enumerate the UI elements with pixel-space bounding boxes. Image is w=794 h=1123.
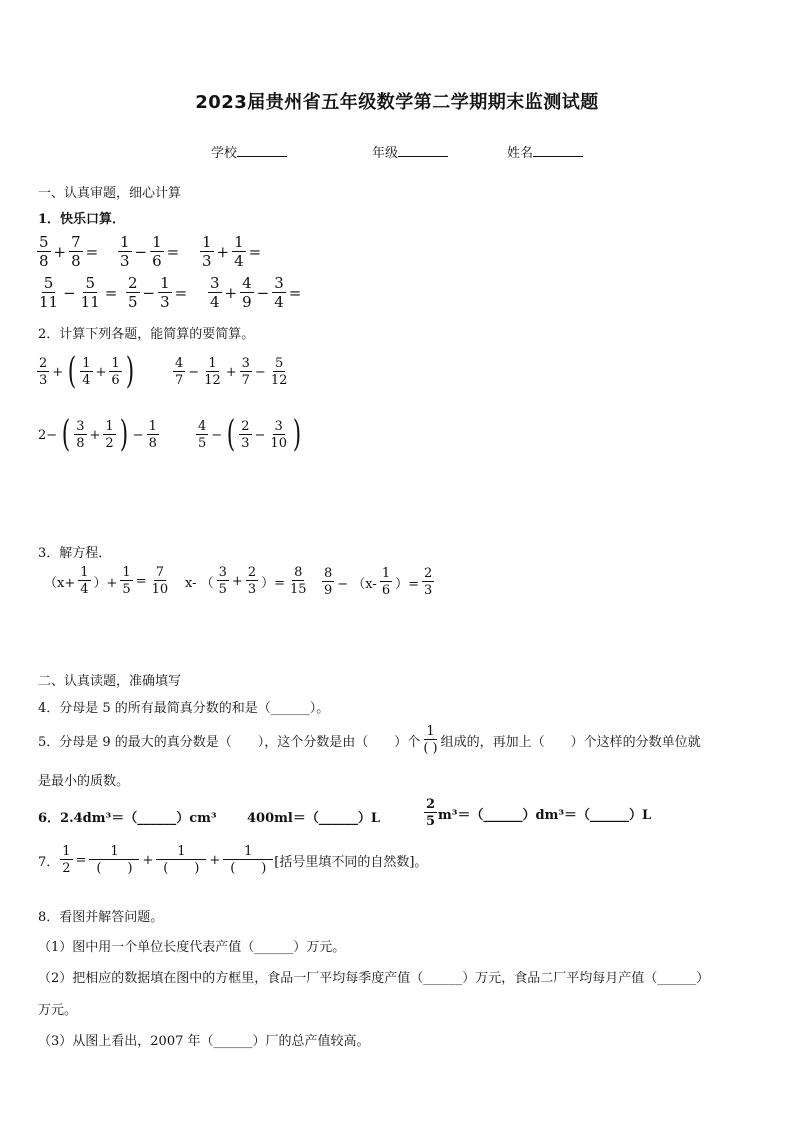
q1-label: 1．快乐口算．	[38, 212, 126, 227]
name-field[interactable]	[507, 142, 583, 161]
q1-expr-1: $\frac{5}{8}$ + $\frac{7}{8}$ =	[39, 233, 99, 270]
q1-expr-2: $\frac{1}{3}$ − $\frac{1}{6}$ =	[120, 233, 180, 270]
q3-eq-1: （x+ $\frac{1}{4}$ ）+ $\frac{1}{5}$ = $\frac{7}{10}$	[44, 565, 169, 597]
q2-label: 2．计算下列各题，能简算的要简算。	[38, 327, 255, 342]
q4-text: 4．分母是 5 的所有最简真分数的和是（______）。	[38, 701, 330, 716]
q6-part-2: 400ml＝（______）L	[247, 811, 380, 826]
q8-sub-3: （3）从图上看出，2007 年（______）厂的总产值较高。	[38, 1034, 370, 1049]
q8-sub-1: （1）图中用一个单位长度代表产值（______）万元。	[38, 940, 346, 955]
q5-part-2: 组成的，再加上（ ）个这样的分数单位就	[440, 734, 701, 750]
school-field[interactable]	[211, 142, 287, 161]
section-2-heading: 二、认真读题，准确填写	[38, 674, 182, 689]
q1-expr-6: $\frac{3}{4}$ + $\frac{4}{9}$ − $\frac{3}{4}$ =	[210, 274, 302, 311]
name-blank[interactable]	[533, 144, 583, 157]
q7-tail: [括号里填不同的自然数]。	[274, 854, 428, 870]
grade-field[interactable]	[372, 142, 448, 161]
name-label: 姓名	[507, 146, 534, 161]
q7-line: 7． $\frac{1}{2}$ = $\frac{1}{( )}$ + $\frac{1}{( )}$ + $\frac{1}{( )}$ [括号里填不同的自然数]。	[38, 844, 428, 876]
q3-label: 3．解方程．	[38, 546, 112, 561]
school-blank[interactable]	[237, 144, 287, 157]
section-1-heading: 一、认真审题，细心计算	[38, 186, 182, 201]
q6-part-1: 6．2.4dm³＝（______）cm³	[38, 811, 217, 826]
q5-line-2: 是最小的质数。	[38, 774, 130, 789]
q1-expr-5: $\frac{2}{5}$ − $\frac{1}{3}$ =	[128, 274, 188, 311]
q3-eq-2: x- （ $\frac{3}{5}$ + $\frac{2}{3}$ ）= $\frac{8}{15}$	[185, 565, 307, 597]
q1-expr-3: $\frac{1}{3}$ + $\frac{1}{4}$ =	[202, 233, 262, 270]
q2-expr-4: $\frac{4}{5}$ − ( $\frac{2}{3}$ − $\frac{3}{10}$ )	[198, 414, 302, 455]
q6-part-3: $\frac{2}{5}$ m³＝（______）dm³＝（______）L	[426, 797, 652, 829]
q2-expr-2: $\frac{4}{7}$ − $\frac{1}{12}$ + $\frac{3}{7}$ − $\frac{5}{12}$	[175, 356, 288, 388]
q2-expr-3: 2− ( $\frac{3}{8}$ + $\frac{1}{2}$ ) − $\frac{1}{8}$	[38, 414, 157, 455]
q1-expr-4: $\frac{5}{11}$ − $\frac{5}{11}$ =	[39, 274, 118, 311]
q7-label: 7．	[38, 854, 60, 870]
q2-expr-1: $\frac{2}{3}$ + ( $\frac{1}{4}$ + $\frac{1}{6}$ )	[39, 351, 134, 392]
q5-fraction: $\frac{1}{( )}$	[423, 724, 438, 756]
page-title: 2023届贵州省五年级数学第二学期期末监测试题	[195, 92, 599, 113]
q5-part-1: 5．分母是 9 的最大的真分数是（ ），这个分数是由（ ）个	[38, 734, 421, 750]
q8-sub-2: （2）把相应的数据填在图中的方框里，食品一厂平均每季度产值（______）万元，食品二厂平均每月产值（______）	[38, 971, 710, 986]
q8-label: 8．看图并解答问题。	[38, 910, 164, 925]
grade-blank[interactable]	[398, 144, 448, 157]
q5-line-1	[38, 725, 701, 755]
grade-label: 年级	[372, 146, 399, 161]
q3-eq-3: $\frac{8}{9}$ − （x- $\frac{1}{6}$ ）= $\frac{2}{3}$	[324, 566, 433, 598]
school-label: 学校	[211, 146, 238, 161]
q8-sub-2-cont: 万元。	[38, 1003, 78, 1018]
